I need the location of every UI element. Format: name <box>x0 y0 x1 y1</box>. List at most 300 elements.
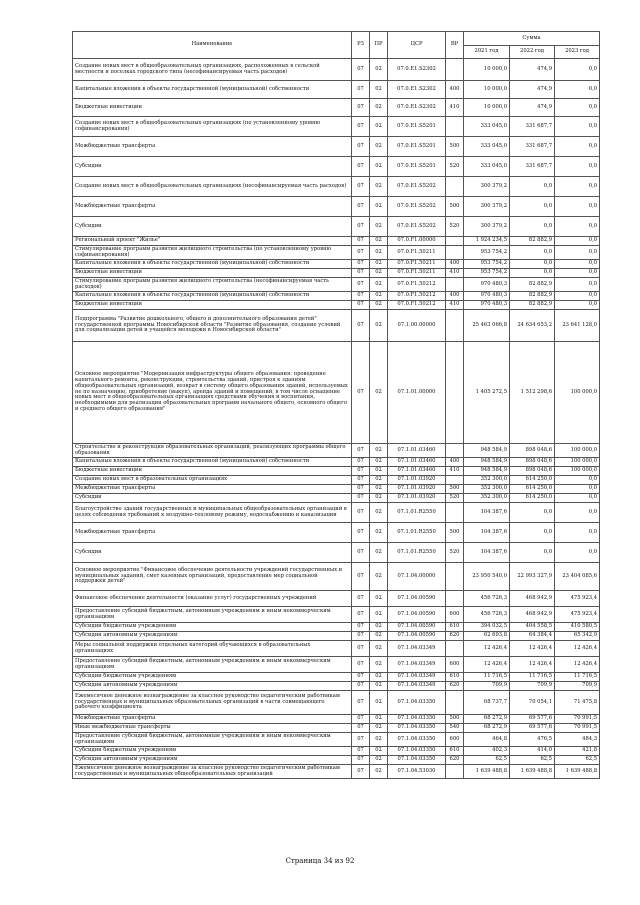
row-sum-2023: 12 426,4 <box>555 657 600 673</box>
row-sum-2023: 62,5 <box>555 756 600 765</box>
row-sum-2022: 614 250,0 <box>510 476 555 485</box>
row-pr: 02 <box>370 99 388 117</box>
row-csr: 07.1.01.03920 <box>388 476 446 485</box>
row-sum-2022: 69 577,6 <box>510 724 555 733</box>
row-vr: 600 <box>446 733 464 747</box>
row-sum-2021: 10 000,0 <box>464 99 510 117</box>
table-row <box>73 137 600 157</box>
table-body <box>73 59 600 779</box>
row-pr: 02 <box>370 260 388 269</box>
row-rz: 07 <box>352 657 370 673</box>
table-row <box>73 476 600 485</box>
row-name: Бюджетные инвестиции <box>73 269 352 278</box>
row-sum-2022: 474,9 <box>510 59 555 81</box>
table-row <box>73 494 600 503</box>
row-sum-2021: 352 300,0 <box>464 476 510 485</box>
row-rz: 07 <box>352 632 370 641</box>
row-name: Иные межбюджетные трансферты <box>73 724 352 733</box>
row-sum-2022: 22 993 327,9 <box>510 563 555 591</box>
row-sum-2021: 10 000,0 <box>464 81 510 99</box>
row-rz: 07 <box>352 197 370 217</box>
row-rz: 07 <box>352 476 370 485</box>
row-sum-2023: 484,3 <box>555 733 600 747</box>
row-pr: 02 <box>370 197 388 217</box>
row-csr: 07.1.04.03349 <box>388 673 446 682</box>
row-vr: 620 <box>446 756 464 765</box>
row-csr: 07.0.E1.S5202 <box>388 197 446 217</box>
header-pr: ПР <box>370 32 388 59</box>
row-rz: 07 <box>352 756 370 765</box>
row-vr: 620 <box>446 682 464 691</box>
row-name: Межбюджетные трансферты <box>73 137 352 157</box>
row-rz: 07 <box>352 217 370 237</box>
table-row <box>73 724 600 733</box>
row-csr: 07.1.04.00590 <box>388 623 446 632</box>
row-sum-2021: 456 726,3 <box>464 607 510 623</box>
row-pr: 02 <box>370 458 388 467</box>
row-pr: 02 <box>370 724 388 733</box>
row-rz: 07 <box>352 623 370 632</box>
row-csr: 07.1.04.03350 <box>388 747 446 756</box>
row-rz: 07 <box>352 523 370 543</box>
row-pr: 02 <box>370 157 388 177</box>
row-sum-2021: 970 480,3 <box>464 301 510 310</box>
table-row <box>73 458 600 467</box>
header-sum: Сумма <box>464 32 600 46</box>
table-header <box>73 32 600 59</box>
row-vr: 410 <box>446 269 464 278</box>
table-row <box>73 765 600 779</box>
row-pr: 02 <box>370 591 388 607</box>
row-pr: 02 <box>370 632 388 641</box>
row-rz: 07 <box>352 682 370 691</box>
row-sum-2021: 464,8 <box>464 733 510 747</box>
row-csr: 07.1.04.03350 <box>388 733 446 747</box>
row-sum-2023: 0,0 <box>555 269 600 278</box>
row-rz: 07 <box>352 246 370 260</box>
row-csr: 07.1.01.R2550 <box>388 503 446 523</box>
row-sum-2023: 0,0 <box>555 59 600 81</box>
row-sum-2021: 62,5 <box>464 756 510 765</box>
row-vr: 400 <box>446 292 464 301</box>
row-sum-2022: 24 634 653,2 <box>510 310 555 342</box>
row-sum-2022: 0,0 <box>510 269 555 278</box>
table-row <box>73 733 600 747</box>
row-vr <box>446 59 464 81</box>
row-sum-2021: 352 300,0 <box>464 485 510 494</box>
row-pr: 02 <box>370 342 388 444</box>
row-sum-2023: 100 000,0 <box>555 444 600 458</box>
row-sum-2021: 333 045,0 <box>464 137 510 157</box>
row-vr: 600 <box>446 607 464 623</box>
row-name: Капитальные вложения в объекты государственной (муниципальной) собственности <box>73 81 352 99</box>
row-sum-2021: 104 387,6 <box>464 503 510 523</box>
table-row <box>73 632 600 641</box>
table-row <box>73 691 600 715</box>
table-row <box>73 657 600 673</box>
row-vr: 610 <box>446 747 464 756</box>
row-sum-2022: 0,0 <box>510 260 555 269</box>
row-pr: 02 <box>370 246 388 260</box>
row-pr: 02 <box>370 756 388 765</box>
row-sum-2023: 709,9 <box>555 682 600 691</box>
row-rz: 07 <box>352 747 370 756</box>
row-rz: 07 <box>352 467 370 476</box>
row-csr: 07.0.E1.S5202 <box>388 217 446 237</box>
row-sum-2021: 333 045,0 <box>464 157 510 177</box>
row-vr <box>446 342 464 444</box>
row-rz: 07 <box>352 641 370 657</box>
row-sum-2023: 0,0 <box>555 81 600 99</box>
row-sum-2022: 1 512 298,6 <box>510 342 555 444</box>
row-csr: 07.1.01.03460 <box>388 458 446 467</box>
row-vr: 500 <box>446 523 464 543</box>
row-vr <box>446 310 464 342</box>
row-pr: 02 <box>370 310 388 342</box>
row-name: Меры социальной поддержки отдельных категорий обучающихся в образовательных организациях <box>73 641 352 657</box>
row-sum-2023: 100 000,0 <box>555 467 600 476</box>
row-sum-2022: 331 687,7 <box>510 117 555 137</box>
row-sum-2023: 0,0 <box>555 543 600 563</box>
row-vr: 410 <box>446 467 464 476</box>
row-sum-2022: 331 687,7 <box>510 157 555 177</box>
row-csr: 07.1.01.00000 <box>388 342 446 444</box>
row-vr: 620 <box>446 632 464 641</box>
row-name: Создание новых мест в образовательных организациях <box>73 476 352 485</box>
row-name: Создание новых мест в общеобразовательных организациях, расположенных в сельской местности и поселках городского типа (несофинансируемая часть расходов) <box>73 59 352 81</box>
row-sum-2023: 0,0 <box>555 523 600 543</box>
table-row <box>73 157 600 177</box>
row-sum-2023: 0,0 <box>555 278 600 292</box>
row-csr: 07.0.F1.50212 <box>388 278 446 292</box>
row-sum-2023: 0,0 <box>555 301 600 310</box>
row-rz: 07 <box>352 269 370 278</box>
row-sum-2022: 62,5 <box>510 756 555 765</box>
header-csr: ЦСР <box>388 32 446 59</box>
row-name: Основное мероприятие "Модернизация инфраструктуры общего образования: проведение капитального ремонта, реконструкции, строительства зданий, пристроя к зданиям общеобразовательных организаций, возврат в систему общего образования зданий, используемых не по назначению, приобретение (выкуп), аренда зданий и помещений, в том числе оснащение новых мест в общеобразовательных организациях средствами обучения и воспитания, необходимыми для реализации образовательных программ начального общего, основного общего и среднего общего образования" <box>73 342 352 444</box>
row-vr <box>446 237 464 246</box>
row-sum-2021: 402,3 <box>464 747 510 756</box>
row-csr: 07.1.04.00590 <box>388 632 446 641</box>
row-vr <box>446 444 464 458</box>
row-rz: 07 <box>352 715 370 724</box>
row-rz: 07 <box>352 724 370 733</box>
row-sum-2023: 71 475,8 <box>555 691 600 715</box>
row-sum-2022: 414,0 <box>510 747 555 756</box>
row-sum-2023: 0,0 <box>555 476 600 485</box>
row-csr: 07.0.E1.S2302 <box>388 81 446 99</box>
table-row <box>73 278 600 292</box>
row-sum-2023: 0,0 <box>555 246 600 260</box>
row-pr: 02 <box>370 59 388 81</box>
row-sum-2021: 68 737,7 <box>464 691 510 715</box>
row-name: Капитальные вложения в объекты государственной (муниципальной) собственности <box>73 458 352 467</box>
row-csr: 07.1.04.03350 <box>388 724 446 733</box>
row-csr: 07.1.00.00000 <box>388 310 446 342</box>
row-csr: 07.0.F1.50211 <box>388 260 446 269</box>
row-name: Бюджетные инвестиции <box>73 99 352 117</box>
table-row <box>73 682 600 691</box>
row-name: Стимулирование программ развития жилищного строительства (несофинансируемая часть расходов) <box>73 278 352 292</box>
row-sum-2023: 0,0 <box>555 137 600 157</box>
row-sum-2021: 948 584,9 <box>464 467 510 476</box>
row-sum-2022: 0,0 <box>510 217 555 237</box>
row-sum-2021: 953 754,2 <box>464 246 510 260</box>
row-sum-2021: 23 950 540,0 <box>464 563 510 591</box>
table-row <box>73 269 600 278</box>
table-row <box>73 485 600 494</box>
row-sum-2023: 0,0 <box>555 260 600 269</box>
row-sum-2021: 300 379,2 <box>464 217 510 237</box>
row-vr: 520 <box>446 217 464 237</box>
row-name: Подпрограмма "Развитие дошкольного, общего и дополнительного образования детей" государственной программы Новосибирской области "Развитие образования, создание условий для социализации детей и учащейся молодежи в Новосибирской области" <box>73 310 352 342</box>
row-name: Субсидии <box>73 543 352 563</box>
row-vr <box>446 503 464 523</box>
row-sum-2022: 0,0 <box>510 543 555 563</box>
row-pr: 02 <box>370 747 388 756</box>
row-name: Субсидии автономным учреждениям <box>73 756 352 765</box>
row-sum-2023: 0,0 <box>555 237 600 246</box>
row-name: Основное мероприятие "Финансовое обеспечение деятельности учреждений государственных и муниципальных заданий, смет казенных организаций, предоставление мер социальной поддержки детей" <box>73 563 352 591</box>
row-pr: 02 <box>370 137 388 157</box>
row-sum-2021: 709,9 <box>464 682 510 691</box>
row-name: Субсидии бюджетным учреждениям <box>73 673 352 682</box>
row-name: Ежемесячное денежное вознаграждение за классное руководство педагогическим работникам государственных и муниципальных образовательных организаций в части совмещающего рабочего коэффициента <box>73 691 352 715</box>
row-sum-2023: 23 641 128,0 <box>555 310 600 342</box>
row-pr: 02 <box>370 657 388 673</box>
row-pr: 02 <box>370 467 388 476</box>
row-rz: 07 <box>352 237 370 246</box>
row-csr: 07.1.04.00590 <box>388 591 446 607</box>
row-sum-2021: 300 379,2 <box>464 197 510 217</box>
row-sum-2023: 100 000,0 <box>555 458 600 467</box>
row-rz: 07 <box>352 260 370 269</box>
header-year-2021: 2021 год <box>464 46 510 59</box>
row-rz: 07 <box>352 292 370 301</box>
row-sum-2021: 352 300,0 <box>464 494 510 503</box>
row-sum-2022: 331 687,7 <box>510 137 555 157</box>
row-vr: 400 <box>446 260 464 269</box>
row-vr <box>446 563 464 591</box>
row-rz: 07 <box>352 765 370 779</box>
row-name: Региональный проект "Жилье" <box>73 237 352 246</box>
table-row <box>73 563 600 591</box>
table-row <box>73 523 600 543</box>
row-rz: 07 <box>352 485 370 494</box>
row-name: Благоустройство зданий государственных и муниципальных общеобразовательных организаций в целях соблюдения требований к воздушно-тепловому режиму, водоснабжению и канализации <box>73 503 352 523</box>
row-pr: 02 <box>370 301 388 310</box>
row-vr: 600 <box>446 657 464 673</box>
table-row <box>73 310 600 342</box>
page-number: Страница 34 из 92 <box>285 857 355 865</box>
row-csr: 07.0.F1.50212 <box>388 301 446 310</box>
row-csr: 07.1.04.03350 <box>388 756 446 765</box>
row-csr: 07.0.F1.50211 <box>388 246 446 260</box>
row-csr: 07.0.F1.50212 <box>388 292 446 301</box>
row-name: Субсидии <box>73 157 352 177</box>
row-sum-2023: 23 404 085,6 <box>555 563 600 591</box>
row-sum-2023: 100 000,0 <box>555 342 600 444</box>
row-vr: 520 <box>446 157 464 177</box>
row-rz: 07 <box>352 59 370 81</box>
row-rz: 07 <box>352 117 370 137</box>
row-sum-2021: 1 639 488,8 <box>464 765 510 779</box>
row-csr: 07.1.04.53030 <box>388 765 446 779</box>
row-rz: 07 <box>352 691 370 715</box>
row-pr: 02 <box>370 81 388 99</box>
table-row <box>73 543 600 563</box>
row-name: Субсидии бюджетным учреждениям <box>73 623 352 632</box>
table-row <box>73 292 600 301</box>
row-sum-2021: 1 924 234,5 <box>464 237 510 246</box>
row-sum-2021: 11 716,5 <box>464 673 510 682</box>
row-csr: 07.1.01.03460 <box>388 467 446 476</box>
row-sum-2023: 70 991,5 <box>555 715 600 724</box>
row-sum-2021: 1 405 272,5 <box>464 342 510 444</box>
row-csr: 07.0.E1.S5201 <box>388 137 446 157</box>
header-year-2022: 2022 год <box>510 46 555 59</box>
row-rz: 07 <box>352 310 370 342</box>
row-sum-2023: 1 639 488,8 <box>555 765 600 779</box>
row-sum-2021: 953 754,2 <box>464 269 510 278</box>
table-row <box>73 756 600 765</box>
row-sum-2021: 68 272,9 <box>464 724 510 733</box>
row-sum-2022: 404 558,5 <box>510 623 555 632</box>
row-sum-2022: 474,9 <box>510 99 555 117</box>
row-vr: 410 <box>446 301 464 310</box>
row-pr: 02 <box>370 673 388 682</box>
row-vr: 610 <box>446 673 464 682</box>
row-sum-2021: 948 584,9 <box>464 444 510 458</box>
row-rz: 07 <box>352 177 370 197</box>
row-name: Финансовое обеспечение деятельности (оказание услуг) государственных учреждений <box>73 591 352 607</box>
row-sum-2022: 476,5 <box>510 733 555 747</box>
row-pr: 02 <box>370 607 388 623</box>
row-sum-2022: 0,0 <box>510 177 555 197</box>
row-vr: 400 <box>446 81 464 99</box>
row-sum-2022: 898 048,6 <box>510 467 555 476</box>
row-pr: 02 <box>370 476 388 485</box>
header-name: Наименование <box>73 32 352 59</box>
row-sum-2022: 0,0 <box>510 246 555 260</box>
row-csr: 07.1.04.00000 <box>388 563 446 591</box>
row-vr <box>446 691 464 715</box>
row-sum-2023: 0,0 <box>555 197 600 217</box>
table-row <box>73 673 600 682</box>
row-rz: 07 <box>352 137 370 157</box>
table-row <box>73 623 600 632</box>
table-row <box>73 59 600 81</box>
row-vr: 610 <box>446 623 464 632</box>
row-name: Бюджетные инвестиции <box>73 301 352 310</box>
row-sum-2023: 70 991,5 <box>555 724 600 733</box>
row-sum-2022: 12 426,4 <box>510 657 555 673</box>
row-pr: 02 <box>370 503 388 523</box>
row-sum-2022: 82 882,9 <box>510 278 555 292</box>
row-vr: 520 <box>446 494 464 503</box>
table-row <box>73 81 600 99</box>
row-rz: 07 <box>352 543 370 563</box>
table-row <box>73 260 600 269</box>
row-pr: 02 <box>370 733 388 747</box>
row-sum-2021: 300 379,2 <box>464 177 510 197</box>
row-sum-2023: 12 426,4 <box>555 641 600 657</box>
row-sum-2022: 474,9 <box>510 81 555 99</box>
row-name: Ежемесячное денежное вознаграждение за классное руководство педагогическим работникам государственных и муниципальных общеобразовательных организаций <box>73 765 352 779</box>
row-rz: 07 <box>352 673 370 682</box>
row-sum-2021: 12 426,4 <box>464 657 510 673</box>
row-name: Межбюджетные трансферты <box>73 523 352 543</box>
row-csr: 07.0.F1.00000 <box>388 237 446 246</box>
row-sum-2021: 394 032,5 <box>464 623 510 632</box>
table-row <box>73 503 600 523</box>
row-csr: 07.1.04.03349 <box>388 682 446 691</box>
row-rz: 07 <box>352 607 370 623</box>
row-sum-2022: 70 054,1 <box>510 691 555 715</box>
row-vr: 540 <box>446 724 464 733</box>
row-vr <box>446 591 464 607</box>
row-sum-2023: 0,0 <box>555 503 600 523</box>
row-sum-2021: 62 693,8 <box>464 632 510 641</box>
row-csr: 07.1.04.03349 <box>388 657 446 673</box>
row-sum-2022: 709,9 <box>510 682 555 691</box>
row-sum-2021: 333 045,0 <box>464 117 510 137</box>
row-csr: 07.1.01.R2550 <box>388 543 446 563</box>
row-sum-2021: 456 726,3 <box>464 591 510 607</box>
row-name: Субсидии автономным учреждениям <box>73 632 352 641</box>
row-sum-2023: 475 923,4 <box>555 591 600 607</box>
row-sum-2021: 970 480,3 <box>464 278 510 292</box>
row-sum-2022: 64 384,4 <box>510 632 555 641</box>
row-csr: 07.1.04.03349 <box>388 641 446 657</box>
table-row <box>73 641 600 657</box>
row-vr <box>446 278 464 292</box>
row-name: Создание новых мест в общеобразовательных организациях (несофинансируемая часть расходов) <box>73 177 352 197</box>
table-row <box>73 237 600 246</box>
row-csr: 07.0.F1.50211 <box>388 269 446 278</box>
row-sum-2023: 65 342,9 <box>555 632 600 641</box>
row-pr: 02 <box>370 485 388 494</box>
row-vr: 500 <box>446 715 464 724</box>
row-vr <box>446 117 464 137</box>
row-vr: 500 <box>446 197 464 217</box>
row-vr: 400 <box>446 458 464 467</box>
header-rz: РЗ <box>352 32 370 59</box>
row-pr: 02 <box>370 292 388 301</box>
row-sum-2023: 475 923,4 <box>555 607 600 623</box>
table-row <box>73 246 600 260</box>
row-pr: 02 <box>370 217 388 237</box>
row-pr: 02 <box>370 177 388 197</box>
row-sum-2023: 0,0 <box>555 485 600 494</box>
row-rz: 07 <box>352 503 370 523</box>
row-sum-2022: 0,0 <box>510 197 555 217</box>
row-csr: 07.1.04.03350 <box>388 715 446 724</box>
row-name: Предоставление субсидий бюджетным, автономным учреждениям и иным некоммерческим организациям <box>73 733 352 747</box>
row-pr: 02 <box>370 682 388 691</box>
row-sum-2023: 11 716,5 <box>555 673 600 682</box>
row-csr: 07.1.01.R2550 <box>388 523 446 543</box>
row-sum-2023: 0,0 <box>555 177 600 197</box>
row-vr: 520 <box>446 543 464 563</box>
row-pr: 02 <box>370 494 388 503</box>
row-sum-2022: 468 942,9 <box>510 591 555 607</box>
row-name: Межбюджетные трансферты <box>73 715 352 724</box>
row-name: Капитальные вложения в объекты государственной (муниципальной) собственности <box>73 292 352 301</box>
row-sum-2022: 0,0 <box>510 523 555 543</box>
table-row <box>73 467 600 476</box>
row-csr: 07.1.01.03460 <box>388 444 446 458</box>
